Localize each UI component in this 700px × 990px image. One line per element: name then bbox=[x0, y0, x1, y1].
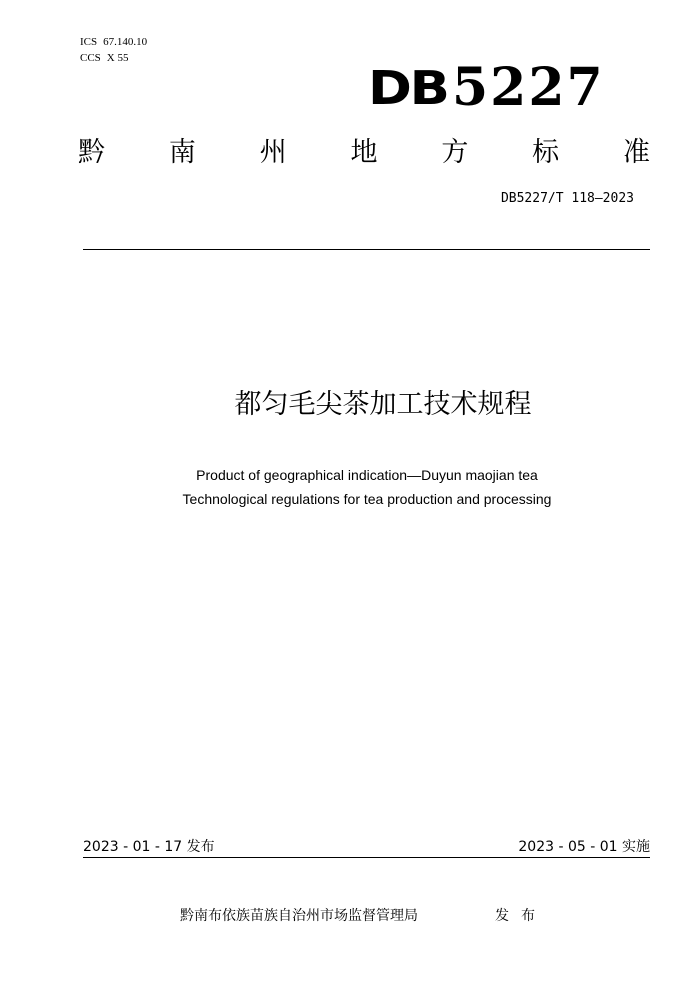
classification-codes bbox=[80, 34, 153, 66]
db-logo bbox=[368, 58, 608, 116]
header-divider bbox=[83, 249, 650, 250]
ccs-label: CCS bbox=[80, 52, 101, 64]
implementation-date: 2023 - 05 - 01 实施 bbox=[518, 839, 650, 855]
db-logo-letters: DB bbox=[368, 61, 448, 115]
issuing-body-char: 准 bbox=[622, 137, 650, 168]
issuing-body-char: 州 bbox=[259, 137, 287, 168]
issuing-body-title bbox=[78, 136, 650, 170]
ccs-code: X 55 bbox=[106, 52, 129, 64]
publisher-name: 黔南布依族苗族自治州市场监督管理局 bbox=[180, 908, 418, 924]
ics-line bbox=[80, 34, 153, 50]
issuing-body-char: 方 bbox=[441, 137, 469, 168]
db-logo-number: 5227 bbox=[452, 57, 605, 118]
document-title-english-line2: Technological regulations for tea production and processing bbox=[182, 491, 552, 507]
footer-divider bbox=[83, 857, 650, 858]
issue-date: 2023 - 01 - 17 发布 bbox=[83, 839, 215, 855]
ccs-line bbox=[80, 50, 153, 66]
ics-code: 67.140.10 bbox=[103, 36, 148, 48]
issuing-body-char: 南 bbox=[168, 137, 196, 168]
standard-number: DB5227/T 118—2023 bbox=[500, 191, 634, 206]
ics-label: ICS bbox=[80, 36, 98, 48]
issuing-body-char: 地 bbox=[350, 137, 378, 168]
issuing-body-char: 标 bbox=[532, 137, 560, 168]
issuing-body-char: 黔 bbox=[78, 137, 105, 168]
publish-label: 发布 bbox=[495, 908, 547, 924]
document-title-english-line1: Product of geographical indication—Duyun maojian tea bbox=[196, 467, 538, 483]
document-title-chinese: 都匀毛尖茶加工技术规程 bbox=[234, 389, 532, 420]
